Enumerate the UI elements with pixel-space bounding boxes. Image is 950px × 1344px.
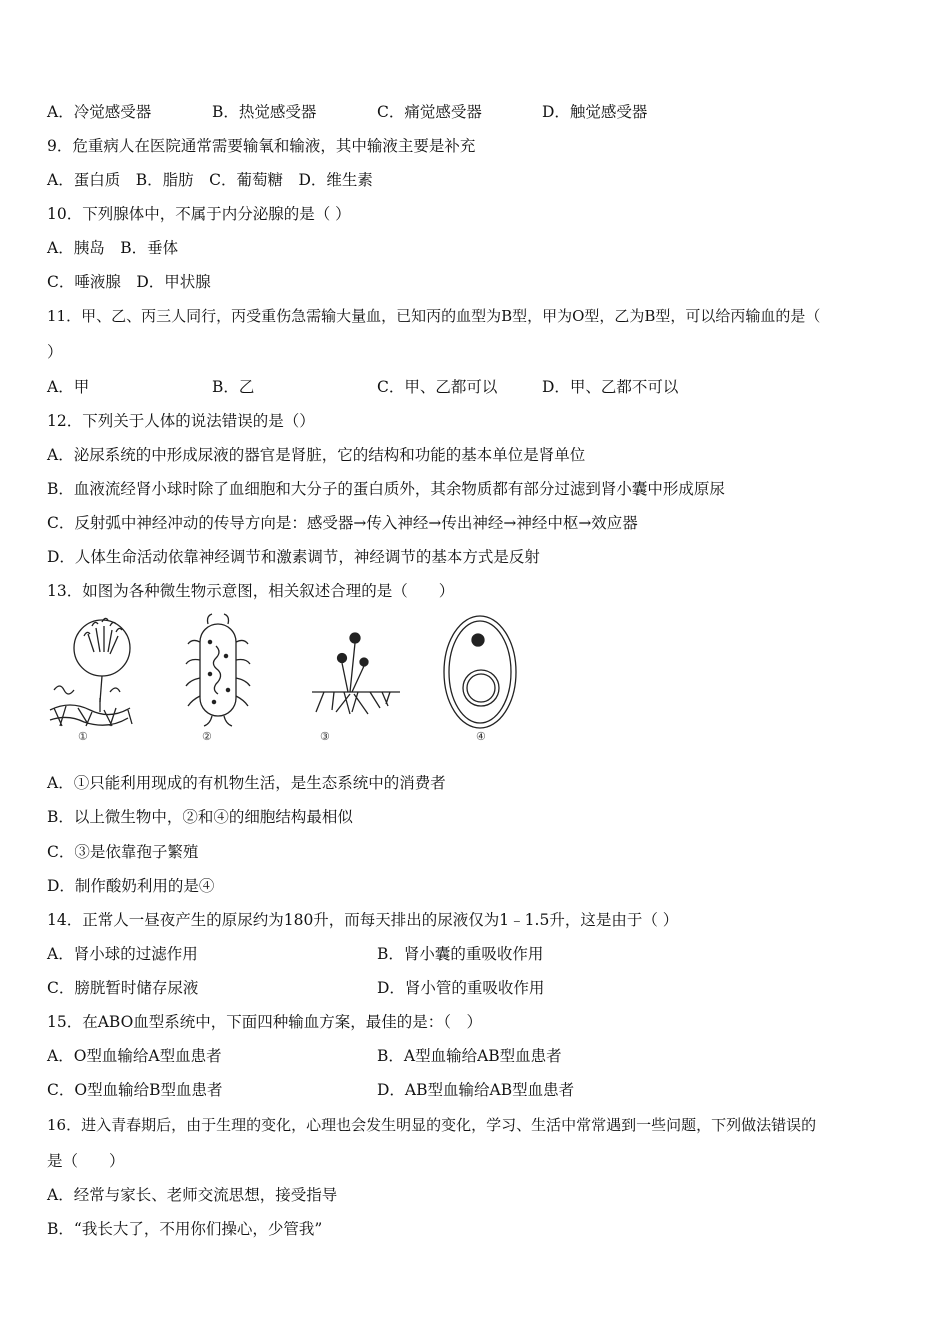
q9-stem: 9．危重病人在医院通常需要输氧和输液，其中输液主要是补充 — [47, 137, 476, 155]
q8-option-d: D．触觉感受器 — [542, 103, 648, 121]
figure-label-2: ② — [202, 730, 212, 743]
mold-illustration — [50, 618, 132, 726]
q15-option-d: D．AB型血输给AB型血患者 — [377, 1081, 575, 1099]
q15-stem: 15．在ABO血型系统中，下面四种输血方案，最佳的是：（ ） — [47, 1013, 483, 1031]
q14-option-a: A．肾小球的过滤作用 — [47, 945, 198, 963]
q10-options-row1: A．胰岛 B．垂体 — [47, 239, 179, 257]
q11-option-d: D．甲、乙都不可以 — [542, 378, 679, 396]
q8-option-b: B．热觉感受器 — [212, 103, 317, 121]
q13-stem: 13．如图为各种微生物示意图，相关叙述合理的是（ ） — [47, 582, 455, 600]
q12-option-d: D．人体生命活动依靠神经调节和激素调节，神经调节的基本方式是反射 — [47, 548, 540, 566]
q15-option-a: A．O型血输给A型血患者 — [47, 1047, 222, 1065]
figure-label-1: ① — [78, 730, 88, 743]
q11-option-a: A．甲 — [47, 378, 90, 396]
figure-label-4: ④ — [476, 730, 486, 743]
q11-option-b: B．乙 — [212, 378, 255, 396]
yeast-illustration — [444, 616, 516, 728]
q11-stem-line2: ） — [47, 343, 63, 361]
q8-option-c: C．痛觉感受器 — [377, 103, 482, 121]
q8-option-a: A．冷觉感受器 — [47, 103, 152, 121]
q16-option-a: A．经常与家长、老师交流思想，接受指导 — [47, 1186, 338, 1204]
q12-option-b: B．血液流经肾小球时除了血细胞和大分子的蛋白质外，其余物质都有部分过滤到肾小囊中形成原尿 — [47, 480, 725, 498]
q9-options: A．蛋白质 B．脂肪 C．葡萄糖 D．维生素 — [47, 171, 373, 189]
q12-option-c: C．反射弧中神经冲动的传导方向是：感受器→传入神经→传出神经→神经中枢→效应器 — [47, 514, 638, 532]
q16-stem-line2: 是（ ） — [47, 1152, 125, 1170]
q11-option-c: C．甲、乙都可以 — [377, 378, 498, 396]
q16-stem-line1: 16．进入青春期后，由于生理的变化，心理也会发生明显的变化，学习、生活中常常遇到一些问题，下列做法错误的 — [47, 1116, 817, 1134]
microorganism-diagram — [44, 612, 534, 744]
q14-option-d: D．肾小管的重吸收作用 — [377, 979, 545, 997]
q16-option-b: B．“我长大了，不用你们操心，少管我” — [47, 1220, 323, 1238]
q15-option-c: C．O型血输给B型血患者 — [47, 1081, 223, 1099]
q14-option-b: B．肾小囊的重吸收作用 — [377, 945, 544, 963]
q12-stem: 12．下列关于人体的说法错误的是（） — [47, 412, 315, 430]
q13-option-c: C．③是依靠孢子繁殖 — [47, 843, 199, 861]
q14-option-c: C．膀胱暂时储存尿液 — [47, 979, 199, 997]
figure-label-3: ③ — [320, 730, 330, 743]
bacterium-illustration — [186, 614, 250, 726]
q10-options-row2: C．唾液腺 D．甲状腺 — [47, 273, 211, 291]
q13-option-d: D．制作酸奶利用的是④ — [47, 877, 215, 895]
q10-stem: 10．下列腺体中，不属于内分泌腺的是（ ） — [47, 205, 351, 223]
q12-option-a: A．泌尿系统的中形成尿液的器官是肾脏，它的结构和功能的基本单位是肾单位 — [47, 446, 586, 464]
q15-option-b: B．A型血输给AB型血患者 — [377, 1047, 562, 1065]
q14-stem: 14．正常人一昼夜产生的原尿约为180升，而每天排出的尿液仅为1﹣1.5升，这是由于（ ） — [47, 911, 679, 929]
microorganism-figure — [44, 612, 534, 744]
q11-stem-line1: 11．甲、乙、丙三人同行，丙受重伤急需输大量血，已知丙的血型为B型，甲为O型，乙为B型，可以给丙输血的是（ — [47, 307, 821, 325]
rhizopus-illustration — [312, 633, 400, 714]
q13-option-b: B．以上微生物中，②和④的细胞结构最相似 — [47, 808, 353, 826]
q13-option-a: A．①只能利用现成的有机物生活，是生态系统中的消费者 — [47, 774, 446, 792]
